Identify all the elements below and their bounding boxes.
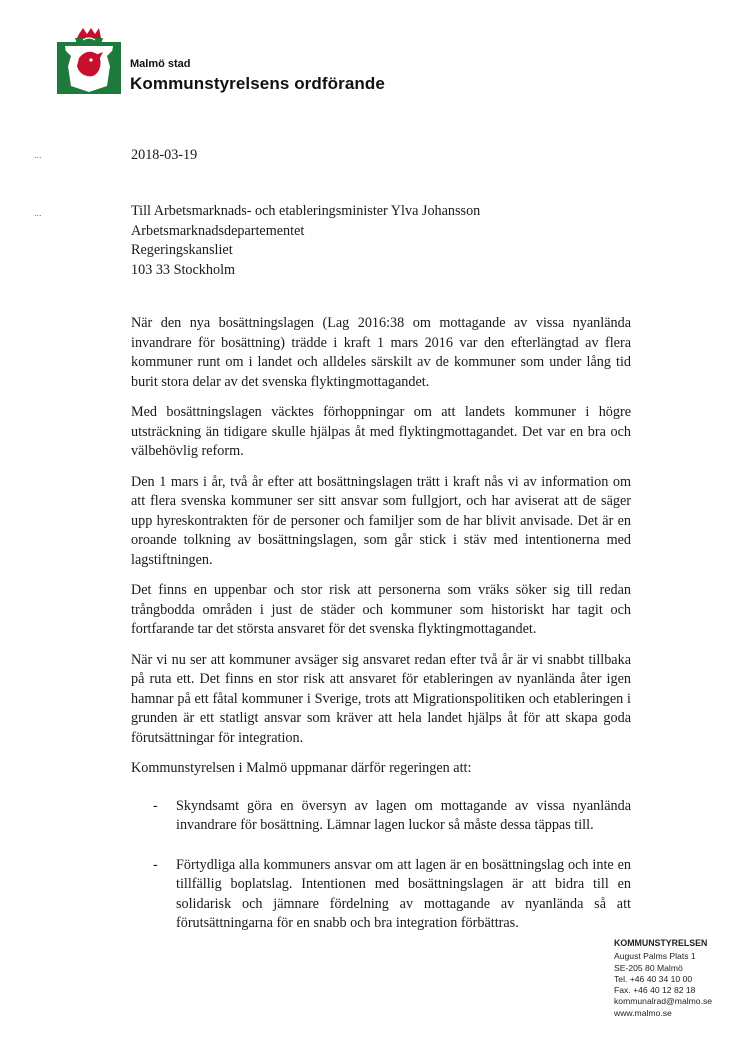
demand-list <box>131 797 631 934</box>
paragraph: När den nya bosättningslagen (Lag 2016:38 om mottagande av vissa nyanlända invandrare för bosättning) trädde i kraft 1 mars 2016 var den efterlängtad av flera kommuner runt om i landet och alldeles särskilt av de kommuner som under lång tid burit stora delar av det svenska flyktingmottagandet. <box>131 315 631 390</box>
list-item-text: Förtydliga alla kommuners ansvar om att lagen är en bosättningslag och inte en tillfällig boplatslag. Intentionen med bosättningslagen är att bidra till en solidarisk och jämnare fördelning av mottagande av nyanlända så att förutsättningarna för en snabb och bra integration förbättras. <box>176 856 631 931</box>
paragraph: Den 1 mars i år, två år efter att bosättningslagen trätt i kraft nås vi av information om att flera svenska kommuner ser sitt ansvar som fullgjort, och har aviserat att de säger upp hyreskontrakten för de personer och familjer som de har blivit anvisade. Det är en oroande tolkning av bosättningslagen, som går stick i stäv med intentionerna med lagstiftningen. <box>131 473 631 568</box>
org-name: Malmö stad <box>130 58 191 70</box>
bullet-marker: - <box>153 797 158 814</box>
recipient-line: 103 33 Stockholm <box>131 261 236 278</box>
letter-date: 2018-03-19 <box>131 147 198 163</box>
bullet-marker: - <box>153 856 158 873</box>
recipient-line: Arbetsmarknadsdepartementet <box>131 222 305 239</box>
recipient-address <box>131 202 480 280</box>
list-item <box>131 797 631 836</box>
footer-line: SE-205 80 Malmö <box>614 962 683 973</box>
footer-contact <box>614 938 712 1019</box>
footer-heading: KOMMUNSTYRELSEN <box>614 938 708 948</box>
department-title: Kommunstyrelsens ordförande <box>130 74 385 93</box>
paragraph: Med bosättningslagen väcktes förhoppningar om att landets kommuner i högre utsträckning än tidigare skulle hjälpas åt med flyktingmottagandet. Det var en bra och välbehövlig reform. <box>131 404 631 459</box>
recipient-line: Regeringskansliet <box>131 242 233 258</box>
footer-line: Fax. +46 40 12 82 18 <box>614 985 696 996</box>
footer-email[interactable]: kommunalrad@malmo.se <box>614 996 713 1007</box>
footer-website[interactable]: www.malmo.se <box>614 1007 672 1018</box>
paragraph: När vi nu ser att kommuner avsäger sig ansvaret redan efter två år är vi snabbt tillbaka på ruta ett. Det finns en stor risk att ansvaret för etableringen av nyanlända åter igen hamnar på ett fåtal kommuner i Sverige, trots att Migrationspolitiken och etableringen i grunden är ett statligt ansvar som kräver att hela landet hjälps åt för att skapa goda förutsättningar för integration. <box>131 651 631 746</box>
recipient-line: Till Arbetsmarknads- och etableringsminister Ylva Johansson <box>131 203 481 219</box>
footer-line: August Palms Plats 1 <box>614 951 696 962</box>
paragraph: Det finns en uppenbar och stor risk att personerna som vräks söker sig till redan trångbodda områden i just de städer och kommuner som historiskt har tagit och fortfarande tar det största ansvaret för det svenska flyktingmottagandet. <box>131 582 631 637</box>
list-item-text: Skyndsamt göra en översyn av lagen om mottagande av vissa nyanlända invandrare för bosättning. Lämnar lagen luckor så måste dessa täppas till. <box>176 797 631 833</box>
malmo-stad-logo-icon <box>57 26 121 94</box>
list-item <box>131 856 631 934</box>
paragraph: Kommunstyrelsen i Malmö uppmanar därför regeringen att: <box>131 760 472 776</box>
margin-mark: ... <box>34 150 42 160</box>
margin-mark: ... <box>34 208 42 218</box>
letter-body <box>131 314 631 954</box>
footer-line: Tel. +46 40 34 10 00 <box>614 973 693 984</box>
